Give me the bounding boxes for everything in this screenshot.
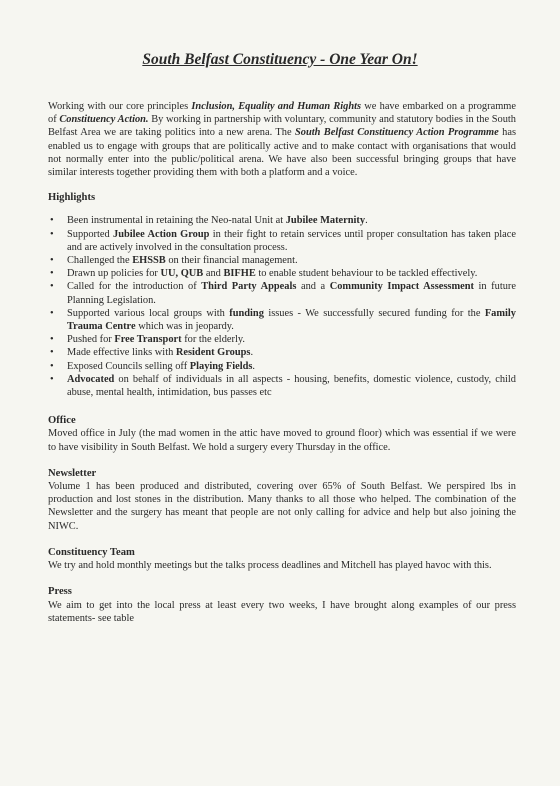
list-item: • Called for the introduction of Third Party Appeals and a Community Impact Assessment in future Planning Legislation. [48,280,516,306]
list-item: • Been instrumental in retaining the Neo-natal Unit at Jubilee Maternity. [48,214,516,227]
document-body [48,100,516,638]
list-item: • Pushed for Free Transport for the elderly. [48,333,516,346]
intro-text: By working in partnership with voluntary, community and statutory bodies in the South Belfast Area we are taking politics into a new arena. The [48,114,516,139]
action-programme: South Belfast Constituency Action Programme [294,127,499,139]
intro-text: we have embarked on a programme of [48,101,516,126]
constituency-action: Constituency Action. [59,114,149,126]
list-item: • Exposed Councils selling off Playing Fields. [48,360,516,373]
office-heading: Office [48,415,76,427]
press-section [48,585,516,625]
constituency-team-body: We try and hold monthly meetings but the talks process deadlines and Mitchell has played havoc with this. [48,560,492,572]
highlights-list [48,214,516,399]
core-principles: Inclusion, Equality and Human Rights [191,101,362,112]
intro-text: Working with our core principles [48,101,192,112]
list-item: • Supported various local groups with funding issues - We successfully secured funding for the Family Trauma Centre which was in jeopardy. [48,307,516,333]
newsletter-heading: Newsletter [48,467,97,479]
highlights-heading: Highlights [48,192,96,204]
newsletter-section [48,467,516,533]
press-heading: Press [48,586,72,598]
list-item: • Drawn up policies for UU, QUB and BIFHE to enable student behaviour to be tackled effectively. [48,267,516,280]
list-item: • Supported Jubilee Action Group in their fight to retain services until proper consultation has taken place and are actively involved in the consultation process. [48,228,516,254]
intro-paragraph [48,100,516,179]
office-body: Moved office in July (the mad women in the attic have moved to ground floor) which was essential if we were to have visibility in South Belfast. We hold a surgery every Thursday in the office. [48,428,516,453]
constituency-team-section [48,546,516,572]
newsletter-body: Volume 1 has been produced and distributed, covering over 65% of South Belfast. We perspired lbs in production and lost stones in the distribution. Many thanks to all those who helped. The combination of the Newsletter and the surgery has meant that people are not only calling for advice and help but also joining the NIWC. [48,481,516,532]
list-item: • Advocated on behalf of individuals in all aspects - housing, benefits, domestic violence, custody, child abuse, mental health, intimidation, bus passes etc [48,373,516,399]
list-item: • Made effective links with Resident Groups. [48,346,516,359]
office-section [48,414,516,454]
page-title: South Belfast Constituency - One Year On! [142,51,418,68]
intro-text: has enabled us to engage with groups that are politically active and to make contact with organisations that would not normally enter into the public/political arena. We have also been successful bringing groups that have similar interests together providing them with both a platform and a voice. [48,127,516,179]
list-item: • Challenged the EHSSB on their financial management. [48,254,516,267]
constituency-team-heading: Constituency Team [48,546,135,558]
press-body: We aim to get into the local press at least every two weeks, I have brought along examples of our press statements- see table [48,599,516,624]
